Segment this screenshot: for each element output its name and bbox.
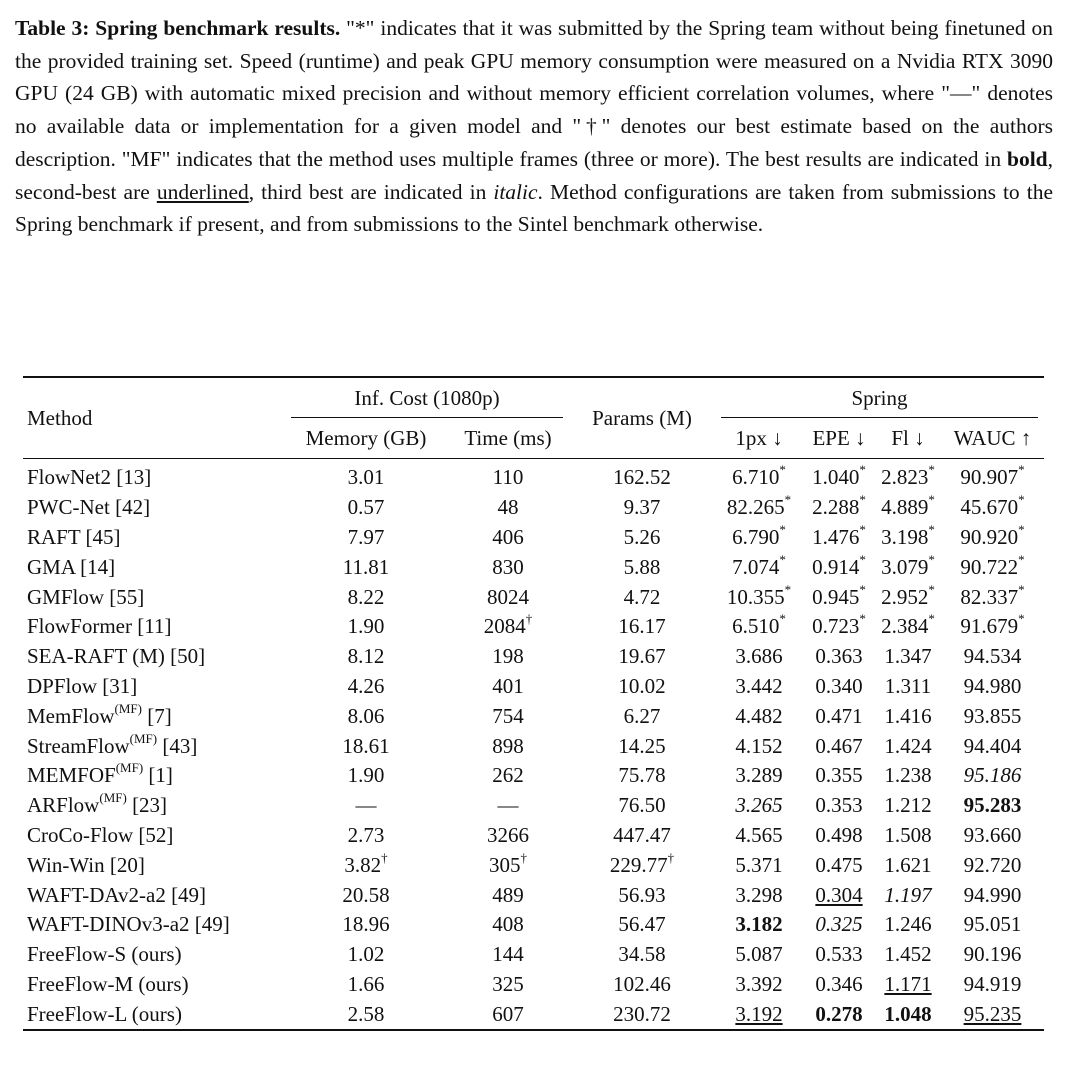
table-row — [23, 880, 1044, 910]
caption-text-3: , third best are indicated in — [248, 179, 494, 204]
cell-px1: 3.265 — [735, 793, 783, 818]
cell-method: FreeFlow-M (ours) — [27, 971, 189, 996]
header-fl: Fl ↓ — [891, 425, 925, 450]
cell-method: FreeFlow-S (ours) — [27, 942, 182, 967]
cell-fl: 1.452 — [884, 942, 932, 967]
cell-time: 262 — [492, 763, 524, 788]
cell-time: 607 — [492, 1001, 524, 1026]
header-epe: EPE ↓ — [812, 425, 866, 450]
cell-px1: 3.192 — [735, 1001, 783, 1026]
cell-time: 144 — [492, 942, 524, 967]
header-spring: Spring — [715, 378, 1044, 418]
cell-memory: 3.82† — [344, 849, 388, 877]
table-row — [23, 493, 1044, 523]
cell-memory: 1.90 — [347, 614, 385, 639]
header-1px: 1px ↓ — [735, 425, 783, 450]
cell-epe: 0.723* — [812, 611, 866, 639]
caption-text-1: "*" indicates that it was submitted by the Spring team without being finetuned on the provided training set. Speed (runtime) and peak GPU memory consumption were measured on a Nvidia RTX 3090 GPU (24 GB) with automatic mixed precision and without memory efficient correlation volumes, where "—" denotes no available data or implementation for a given model and "†" denotes our best estimate based on the authors description. "MF" indicates that the method uses multiple frames (three or more). The best results are indicated in — [15, 16, 1054, 171]
cell-wauc: 92.720 — [963, 852, 1022, 877]
cell-px1: 5.371 — [735, 852, 783, 877]
header-wauc: WAUC ↑ — [953, 425, 1032, 450]
cell-params: 19.67 — [618, 644, 666, 669]
cell-px1: 3.392 — [735, 971, 783, 996]
cell-epe: 0.914* — [812, 551, 866, 579]
cell-px1: 4.482 — [735, 703, 783, 728]
cell-epe: 0.475 — [815, 852, 863, 877]
cell-memory: 18.96 — [342, 912, 390, 937]
cell-wauc: 95.186 — [963, 763, 1022, 788]
cell-method: FlowNet2 [13] — [27, 465, 152, 490]
cell-method: StreamFlow$^{(MF)}$ [43] — [27, 730, 198, 758]
cell-fl: 1.246 — [884, 912, 932, 937]
cell-memory: 0.57 — [347, 495, 385, 520]
header-memory: Memory (GB) — [305, 425, 427, 450]
cell-method: GMA [14] — [27, 554, 116, 579]
cell-memory: 3.01 — [347, 465, 385, 490]
cell-fl: 3.198* — [881, 521, 935, 549]
table-caption — [15, 12, 1053, 241]
cell-time: 489 — [492, 882, 524, 907]
cell-params: 34.58 — [618, 942, 666, 967]
table-row — [23, 821, 1044, 851]
cell-params: 56.47 — [618, 912, 666, 937]
cell-wauc: 95.235 — [963, 1001, 1022, 1026]
cell-wauc: 94.990 — [963, 882, 1022, 907]
cell-method: DPFlow [31] — [27, 673, 138, 698]
header-params: Params (M) — [592, 405, 692, 430]
cell-params: 102.46 — [613, 971, 671, 996]
cell-params: 4.72 — [623, 584, 661, 609]
header-method: Method — [27, 405, 93, 430]
cell-wauc: 90.920* — [960, 521, 1025, 549]
cell-wauc: 90.722* — [960, 551, 1025, 579]
cell-fl: 1.416 — [884, 703, 932, 728]
table-row — [23, 970, 1044, 1000]
cell-fl: 1.048 — [884, 1001, 932, 1026]
bottom-rule — [23, 1029, 1044, 1031]
table-row — [23, 791, 1044, 821]
cell-memory: 11.81 — [342, 554, 390, 579]
cell-fl: 1.238 — [884, 763, 932, 788]
table-row — [23, 582, 1044, 612]
cell-wauc: 93.660 — [963, 822, 1022, 847]
cell-epe: 0.498 — [815, 822, 863, 847]
cell-epe: 2.288* — [812, 492, 866, 520]
cell-px1: 6.510* — [732, 611, 786, 639]
cell-fl: 1.508 — [884, 822, 932, 847]
cell-px1: 6.710* — [732, 462, 786, 490]
cell-method: FreeFlow-L (ours) — [27, 1001, 182, 1026]
cell-wauc: 93.855 — [963, 703, 1022, 728]
cell-time: 198 — [492, 644, 524, 669]
cell-fl: 1.347 — [884, 644, 932, 669]
header-time: Time (ms) — [464, 425, 552, 450]
cell-params: 10.02 — [618, 673, 666, 698]
cell-memory: 1.66 — [347, 971, 385, 996]
cell-method: RAFT [45] — [27, 524, 121, 549]
cell-epe: 1.476* — [812, 521, 866, 549]
cell-time: 305† — [489, 849, 527, 877]
cell-memory: 8.12 — [347, 644, 385, 669]
cell-wauc: 90.196 — [963, 942, 1022, 967]
table-row — [23, 761, 1044, 791]
cell-memory: — — [355, 793, 377, 818]
caption-underlined-word: underlined — [156, 179, 249, 204]
cell-px1: 6.790* — [732, 521, 786, 549]
caption-bold-word: bold — [1006, 146, 1048, 171]
cell-wauc: 95.283 — [963, 793, 1022, 818]
cell-params: 9.37 — [623, 495, 661, 520]
cell-memory: 4.26 — [347, 673, 385, 698]
cell-px1: 4.152 — [735, 733, 783, 758]
cell-params: 76.50 — [618, 793, 666, 818]
cell-fl: 1.171 — [884, 971, 932, 996]
cell-wauc: 90.907* — [960, 462, 1025, 490]
results-table — [23, 378, 1044, 1029]
table-row — [23, 701, 1044, 731]
cell-time: 8024 — [487, 584, 529, 609]
cell-params: 56.93 — [618, 882, 666, 907]
cell-time: 48 — [497, 495, 519, 520]
cell-time: 3266 — [487, 822, 529, 847]
cell-epe: 0.945* — [812, 581, 866, 609]
cell-px1: 3.442 — [735, 673, 783, 698]
cell-epe: 0.533 — [815, 942, 863, 967]
caption-text-2: , second-best are — [15, 146, 1053, 204]
cell-memory: 2.73 — [347, 822, 385, 847]
cell-wauc: 95.051 — [963, 912, 1022, 937]
cell-method: Win-Win [20] — [27, 852, 145, 877]
cell-px1: 3.686 — [735, 644, 783, 669]
cell-memory: 7.97 — [347, 524, 385, 549]
cell-epe: 0.467 — [815, 733, 863, 758]
cell-px1: 4.565 — [735, 822, 783, 847]
table-row — [23, 523, 1044, 553]
cell-fl: 3.079* — [881, 551, 935, 579]
cell-params: 5.88 — [623, 554, 661, 579]
cell-memory: 8.06 — [347, 703, 385, 728]
cell-method: $MEMFOF^{(MF)}$ [1] — [27, 760, 173, 788]
cell-px1: 7.074* — [732, 551, 786, 579]
cell-wauc: 94.919 — [963, 971, 1022, 996]
cell-time: 830 — [492, 554, 524, 579]
cell-fl: 1.424 — [884, 733, 932, 758]
cell-fl: 1.197 — [884, 882, 932, 907]
cell-params: 16.17 — [618, 614, 666, 639]
cell-method: SEA-RAFT (M) [50] — [27, 644, 206, 669]
cell-epe: 0.363 — [815, 644, 863, 669]
cell-px1: 3.289 — [735, 763, 783, 788]
cell-time: — — [497, 793, 519, 818]
cell-method: WAFT-DINOv3-a2 [49] — [27, 912, 230, 937]
table-row — [23, 612, 1044, 642]
cell-method: FlowFormer [11] — [27, 614, 172, 639]
table-row — [23, 850, 1044, 880]
cell-wauc: 82.337* — [960, 581, 1025, 609]
cell-params: 447.47 — [613, 822, 671, 847]
caption-italic-word: italic — [493, 179, 538, 204]
cell-params: 162.52 — [613, 465, 671, 490]
cell-time: 325 — [492, 971, 524, 996]
cell-epe: 0.304 — [815, 882, 863, 907]
cell-time: 406 — [492, 524, 524, 549]
cell-epe: 0.325 — [815, 912, 863, 937]
table-row — [23, 552, 1044, 582]
cell-memory: 18.61 — [342, 733, 390, 758]
table-row — [23, 940, 1044, 970]
caption-title: Table 3: Spring benchmark results. — [15, 16, 341, 40]
cell-time: 401 — [492, 673, 524, 698]
cell-wauc: 45.670* — [960, 492, 1025, 520]
cell-fl: 1.311 — [884, 673, 932, 698]
cell-fl: 1.621 — [884, 852, 932, 877]
cell-params: 14.25 — [618, 733, 666, 758]
table-row — [23, 642, 1044, 672]
table-body — [23, 459, 1044, 1029]
cell-params: 230.72 — [613, 1001, 671, 1026]
caption-text-4: . Method configurations are taken from submissions to the Spring benchmark if present, and from submissions to the Sintel benchmark otherwise. — [15, 179, 1053, 237]
table-row — [23, 672, 1044, 702]
table-row — [23, 999, 1044, 1029]
cell-memory: 20.58 — [342, 882, 390, 907]
cell-memory: 8.22 — [347, 584, 385, 609]
cell-memory: 1.02 — [347, 942, 385, 967]
cell-epe: 0.353 — [815, 793, 863, 818]
cell-method: WAFT-DAv2-a2 [49] — [27, 882, 207, 907]
table-row — [23, 731, 1044, 761]
cell-px1: 3.182 — [735, 912, 783, 937]
cell-epe: 1.040* — [812, 462, 866, 490]
table-row — [23, 910, 1044, 940]
cell-memory: 1.90 — [347, 763, 385, 788]
cell-px1: 5.087 — [735, 942, 783, 967]
cell-params: 75.78 — [618, 763, 666, 788]
cell-time: 110 — [492, 465, 524, 490]
cell-epe: 0.355 — [815, 763, 863, 788]
cell-params: 6.27 — [623, 703, 661, 728]
table-row — [23, 459, 1044, 493]
cell-epe: 0.346 — [815, 971, 863, 996]
cell-time: 408 — [492, 912, 524, 937]
cell-method: GMFlow [55] — [27, 584, 145, 609]
cell-params: 229.77† — [609, 849, 675, 877]
cell-epe: 0.278 — [815, 1001, 863, 1026]
header-inf-cost: Inf. Cost (1080p) — [285, 378, 569, 418]
cell-time: 898 — [492, 733, 524, 758]
cell-fl: 1.212 — [884, 793, 932, 818]
results-table-container — [23, 376, 1044, 1031]
cell-px1: 82.265* — [726, 492, 792, 520]
cell-method: PWC-Net [42] — [27, 495, 151, 520]
cell-wauc: 91.679* — [960, 611, 1025, 639]
cell-wauc: 94.404 — [963, 733, 1022, 758]
cell-memory: 2.58 — [347, 1001, 385, 1026]
cell-time: 754 — [492, 703, 524, 728]
cell-epe: 0.471 — [815, 703, 863, 728]
cell-wauc: 94.534 — [963, 644, 1022, 669]
cell-wauc: 94.980 — [963, 673, 1022, 698]
cell-px1: 3.298 — [735, 882, 783, 907]
cell-time: 2084† — [483, 611, 533, 639]
cell-epe: 0.340 — [815, 673, 863, 698]
cell-fl: 2.384* — [881, 611, 935, 639]
cell-method: ARFlow$^{(MF)}$ [23] — [27, 790, 168, 818]
cell-fl: 2.823* — [881, 462, 935, 490]
cell-method: MemFlow$^{(MF)}$ [7] — [27, 700, 172, 728]
cell-params: 5.26 — [623, 524, 661, 549]
cell-fl: 2.952* — [881, 581, 935, 609]
cell-method: CroCo-Flow [52] — [27, 822, 174, 847]
cell-fl: 4.889* — [881, 492, 935, 520]
cell-px1: 10.355* — [726, 581, 792, 609]
